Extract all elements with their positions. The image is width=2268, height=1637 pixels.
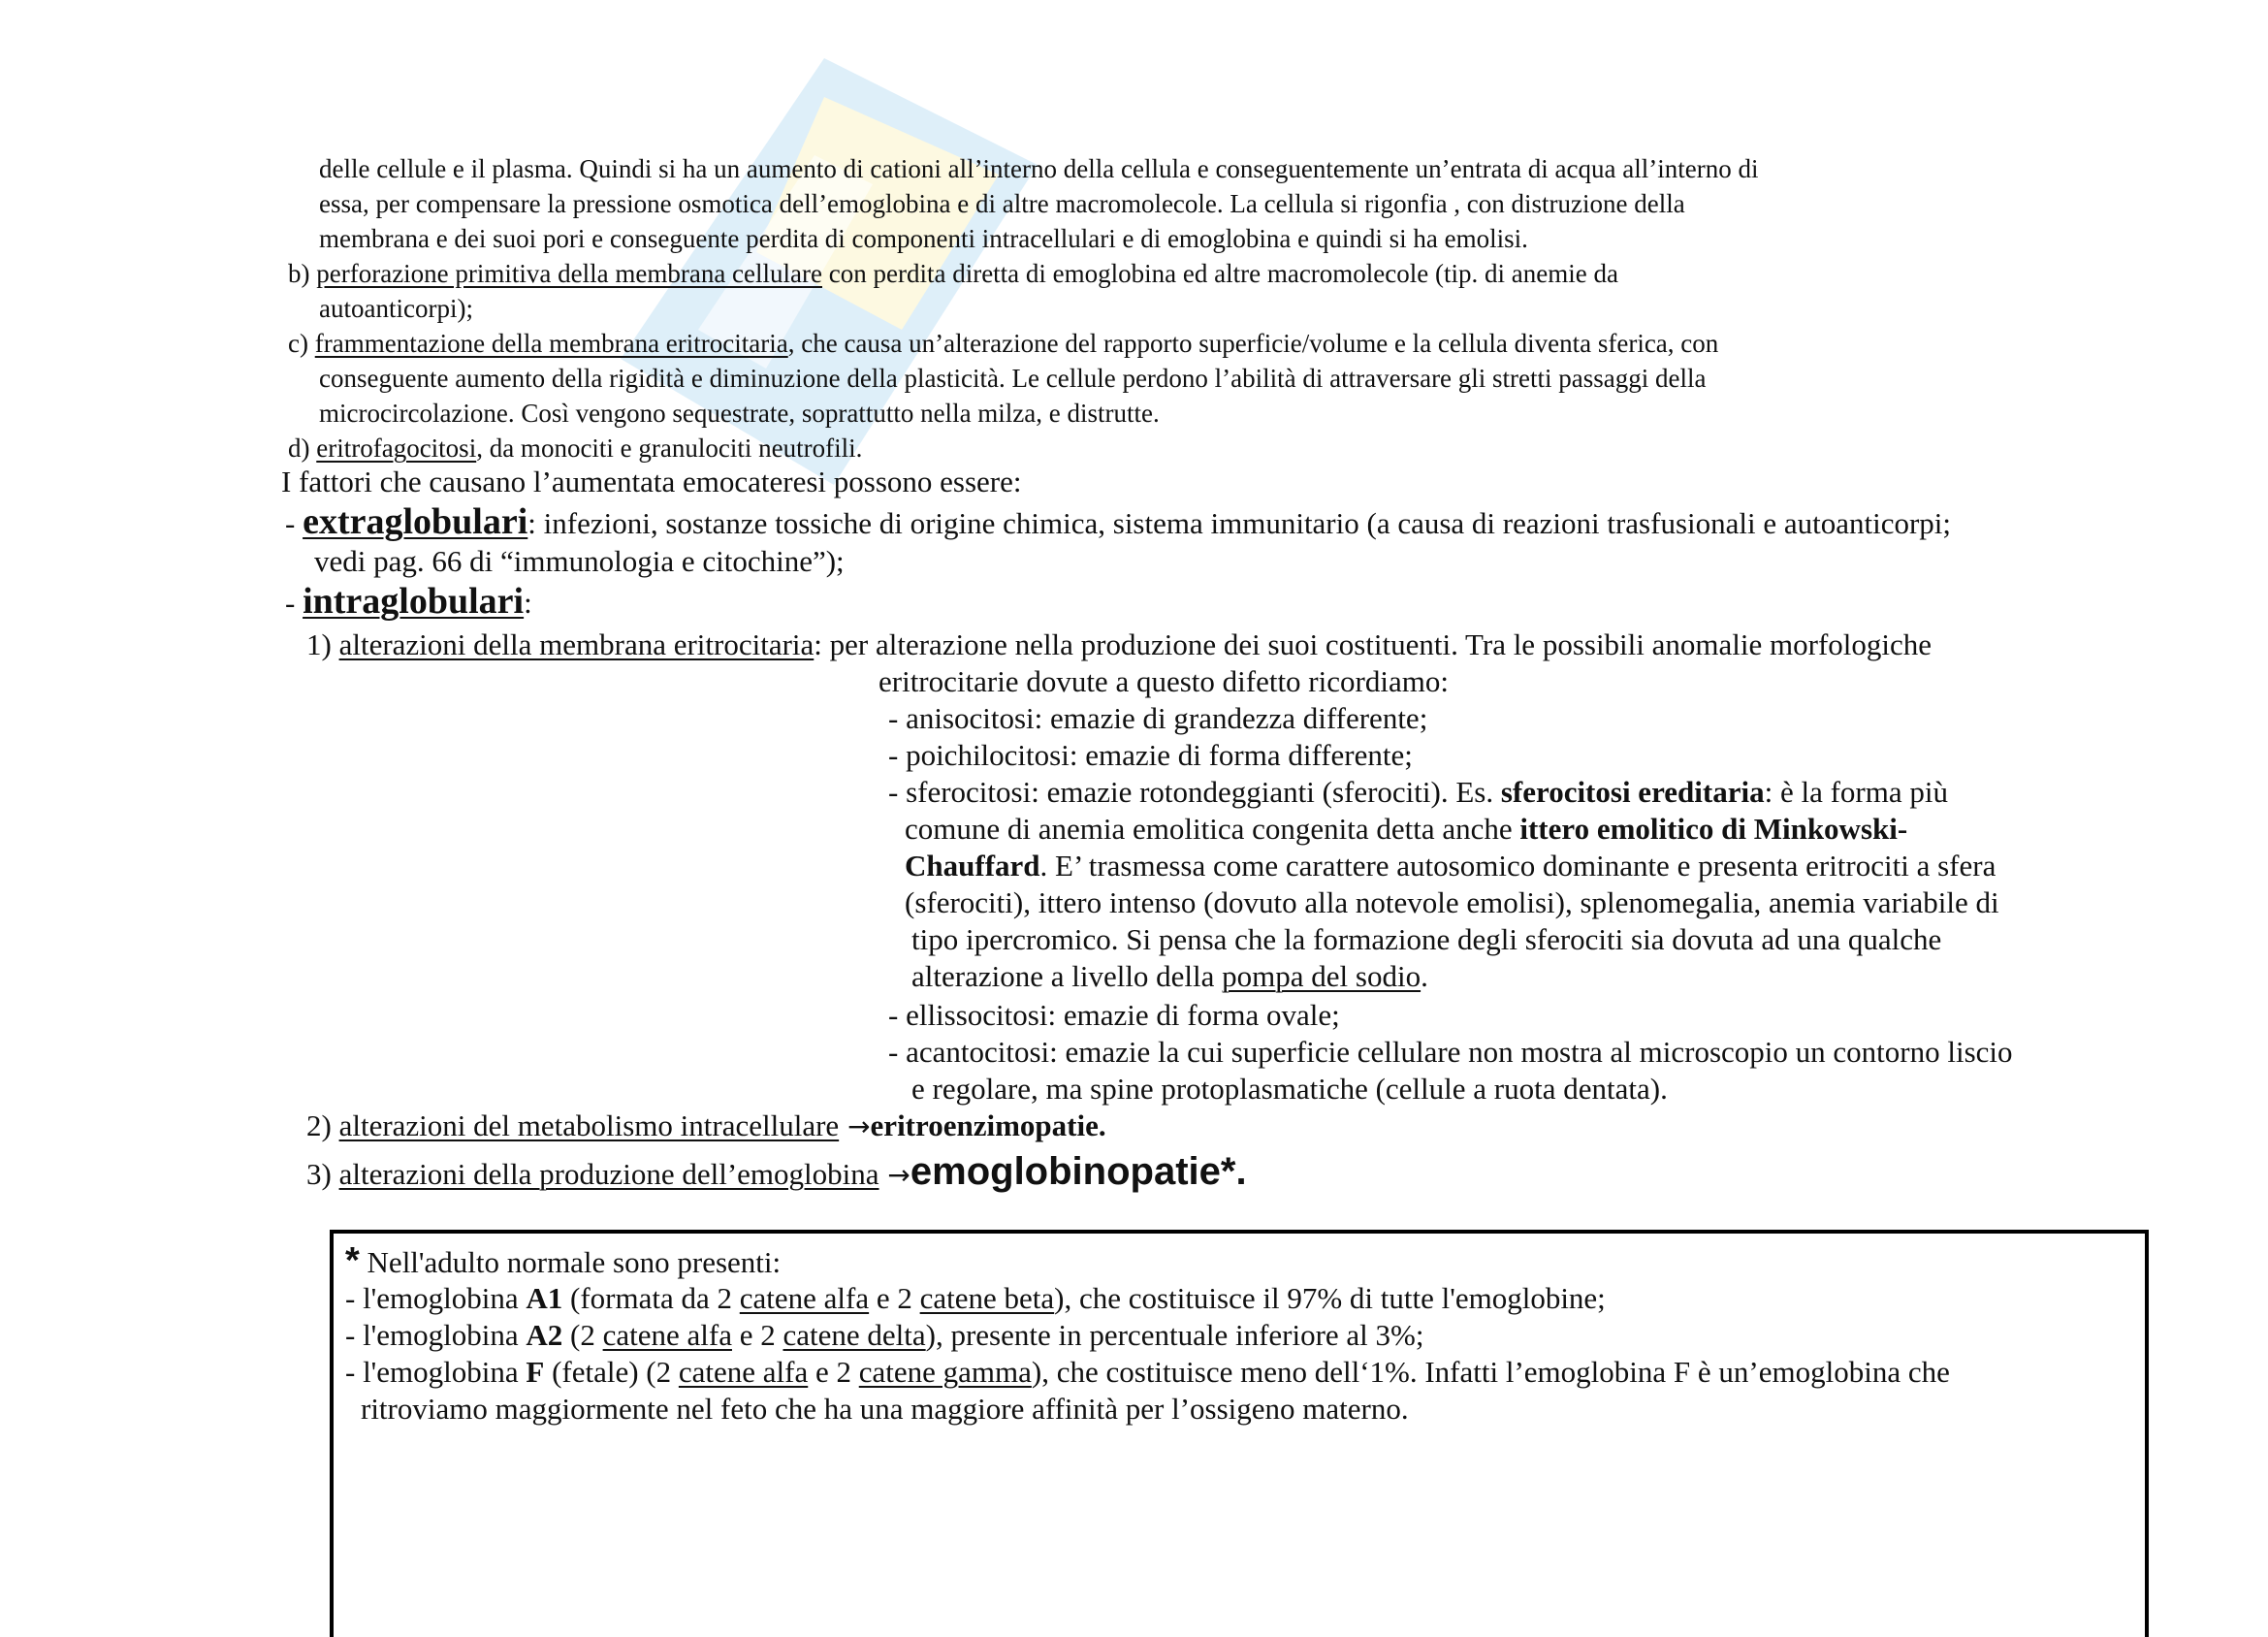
text: ), che costituisce il 97% di tutte l'emoglobine; bbox=[1054, 1281, 1606, 1315]
bold-term: eritroenzimopatie. bbox=[870, 1108, 1106, 1142]
list-item-b bbox=[288, 260, 1618, 289]
dash: - bbox=[285, 506, 303, 540]
paragraph-line: e regolare, ma spine protoplasmatiche (cellule a ruota dentata). bbox=[911, 1072, 1668, 1106]
paragraph-line bbox=[905, 813, 1907, 846]
paragraph-line: tipo ipercromico. Si pensa che la formazione degli sferociti sia dovuta ad una qualche bbox=[911, 922, 1942, 956]
factor-extraglobulari bbox=[285, 502, 1951, 543]
text: . bbox=[1421, 959, 1428, 993]
bold-term: A2 bbox=[526, 1318, 563, 1352]
dash: - bbox=[285, 586, 303, 620]
list-text: con perdita diretta di emoglobina ed altre macromolecole (tip. di anemie da bbox=[822, 259, 1618, 288]
term-intraglobulari: intraglobulari bbox=[303, 581, 525, 622]
item-number: 2) bbox=[306, 1108, 339, 1142]
bold-term: sferocitosi ereditaria bbox=[1500, 775, 1765, 809]
text: e 2 bbox=[731, 1318, 783, 1352]
text: : è la forma più bbox=[1764, 775, 1948, 809]
term-underlined: catene gamma bbox=[858, 1355, 1032, 1389]
term-underlined: catene beta bbox=[919, 1281, 1055, 1315]
term-underlined: pompa del sodio bbox=[1222, 959, 1421, 993]
morphology-acantocitosi: - acantocitosi: emazie la cui superficie cellulare non mostra al microscopio un contorno liscio bbox=[888, 1035, 2013, 1069]
text: - l'emoglobina bbox=[345, 1318, 527, 1352]
text: (fetale) (2 bbox=[544, 1355, 679, 1389]
morphology-sferocitosi bbox=[888, 776, 1948, 809]
morphology-ellissocitosi: - ellissocitosi: emazie di forma ovale; bbox=[888, 998, 1340, 1032]
term-underlined: alterazioni del metabolismo intracellulare bbox=[338, 1108, 840, 1142]
note-line-f bbox=[345, 1356, 1950, 1389]
term-underlined: eritrofagocitosi bbox=[316, 433, 477, 463]
text: - l'emoglobina bbox=[345, 1355, 527, 1389]
factor-text: : infezioni, sostanze tossiche di origine chimica, sistema immunitario (a causa di reazioni trasfusionali e autoanticorpi; bbox=[527, 506, 1952, 540]
paragraph-line bbox=[905, 850, 1996, 883]
item-number: 3) bbox=[306, 1157, 339, 1191]
text: (formata da 2 bbox=[562, 1281, 740, 1315]
bold-term: F bbox=[526, 1355, 545, 1389]
paragraph-line: conseguente aumento della rigidità e diminuzione della plasticità. Le cellule perdono l’abilità di attraversare gli stretti passaggi della bbox=[319, 364, 1707, 393]
term-underlined: catene alfa bbox=[602, 1318, 732, 1352]
text: . E’ trasmessa come carattere autosomico dominante e presenta eritrociti a sfera bbox=[1039, 849, 1996, 883]
term-underlined: frammentazione della membrana eritrocitaria bbox=[314, 329, 788, 358]
paragraph-line: delle cellule e il plasma. Quindi si ha un aumento di cationi all’interno della cellula e conseguentemente un’entrata di acqua all’interno di bbox=[319, 154, 1759, 183]
text: (2 bbox=[562, 1318, 603, 1352]
list-marker: c) bbox=[288, 329, 308, 358]
list-marker: d) bbox=[288, 433, 310, 463]
list-text: , che causa un’alterazione del rapporto superficie/volume e la cellula diventa sferica, con bbox=[787, 329, 1719, 358]
item-text: : per alterazione nella produzione dei suoi costituenti. Tra le possibili anomalie morfologiche bbox=[814, 627, 1933, 661]
note-line-a1 bbox=[345, 1282, 1606, 1315]
intra-item-3 bbox=[306, 1150, 1247, 1193]
morphology-anisocitosi: - anisocitosi: emazie di grandezza differente; bbox=[888, 701, 1428, 735]
list-text: , da monociti e granulociti neutrofili. bbox=[476, 433, 863, 463]
paragraph-line: membrana e dei suoi pori e conseguente perdita di componenti intracellulari e di emoglobina e quindi si ha emolisi. bbox=[319, 224, 1528, 253]
bold-term: ittero emolitico di Minkowski- bbox=[1519, 812, 1908, 846]
bold-term: Chauffard bbox=[905, 849, 1040, 883]
item-number: 1) bbox=[306, 627, 339, 661]
asterisk-icon: * bbox=[345, 1240, 360, 1281]
paragraph-line: autoanticorpi); bbox=[319, 294, 473, 323]
paragraph-line: essa, per compensare la pressione osmotica dell’emoglobina e di altre macromolecole. La cellula si rigonfia , con distruzione della bbox=[319, 189, 1685, 218]
colon: : bbox=[524, 586, 532, 620]
paragraph-line: vedi pag. 66 di “immunologia e citochine”); bbox=[314, 544, 845, 578]
list-item-d bbox=[288, 434, 862, 464]
text: e 2 bbox=[869, 1281, 920, 1315]
text: e 2 bbox=[808, 1355, 859, 1389]
arrow-right-icon: → bbox=[839, 1110, 871, 1142]
term-underlined: catene delta bbox=[783, 1318, 926, 1352]
factor-intraglobulari bbox=[285, 582, 532, 623]
text: - sferocitosi: emazie rotondeggianti (sferociti). Es. bbox=[888, 775, 1501, 809]
term-underlined: catene alfa bbox=[678, 1355, 809, 1389]
note-line-a2 bbox=[345, 1319, 1423, 1352]
intra-item-1 bbox=[306, 628, 1932, 661]
term-underlined: perforazione primitiva della membrana cellulare bbox=[316, 259, 822, 288]
bold-term: A1 bbox=[526, 1281, 563, 1315]
bold-term: emoglobinopatie*. bbox=[910, 1150, 1247, 1193]
note-intro bbox=[345, 1241, 781, 1282]
list-item-c bbox=[288, 330, 1718, 359]
paragraph-line bbox=[911, 960, 1428, 993]
factors-intro: I fattori che causano l’aumentata emocateresi possono essere: bbox=[281, 465, 1022, 498]
text: comune di anemia emolitica congenita detta anche bbox=[905, 812, 1520, 846]
list-marker: b) bbox=[288, 259, 310, 288]
text: ), che costituisce meno dell‘1%. Infatti l’emoglobina F è un’emoglobina che bbox=[1031, 1355, 1950, 1389]
term-underlined: alterazioni della produzione dell’emoglobina bbox=[338, 1157, 879, 1191]
text: alterazione a livello della bbox=[911, 959, 1223, 993]
paragraph-line: microcircolazione. Così vengono sequestrate, soprattutto nella milza, e distrutte. bbox=[319, 399, 1160, 428]
paragraph-line: (sferociti), ittero intenso (dovuto alla notevole emolisi), splenomegalia, anemia variabile di bbox=[905, 885, 1999, 919]
text: ), presente in percentuale inferiore al 3%; bbox=[925, 1318, 1424, 1352]
text: Nell'adulto normale sono presenti: bbox=[359, 1245, 782, 1279]
text: - l'emoglobina bbox=[345, 1281, 527, 1315]
term-underlined: catene alfa bbox=[739, 1281, 870, 1315]
term-underlined: alterazioni della membrana eritrocitaria bbox=[338, 627, 815, 661]
morphology-poichilocitosi: - poichilocitosi: emazie di forma differente; bbox=[888, 738, 1413, 772]
arrow-right-icon: → bbox=[878, 1159, 910, 1191]
intra-item-2 bbox=[306, 1109, 1106, 1142]
term-extraglobulari: extraglobulari bbox=[303, 501, 528, 542]
paragraph-line: eritrocitarie dovute a questo difetto ricordiamo: bbox=[878, 664, 1449, 698]
paragraph-line: ritroviamo maggiormente nel feto che ha una maggiore affinità per l’ossigeno materno. bbox=[361, 1392, 1409, 1426]
